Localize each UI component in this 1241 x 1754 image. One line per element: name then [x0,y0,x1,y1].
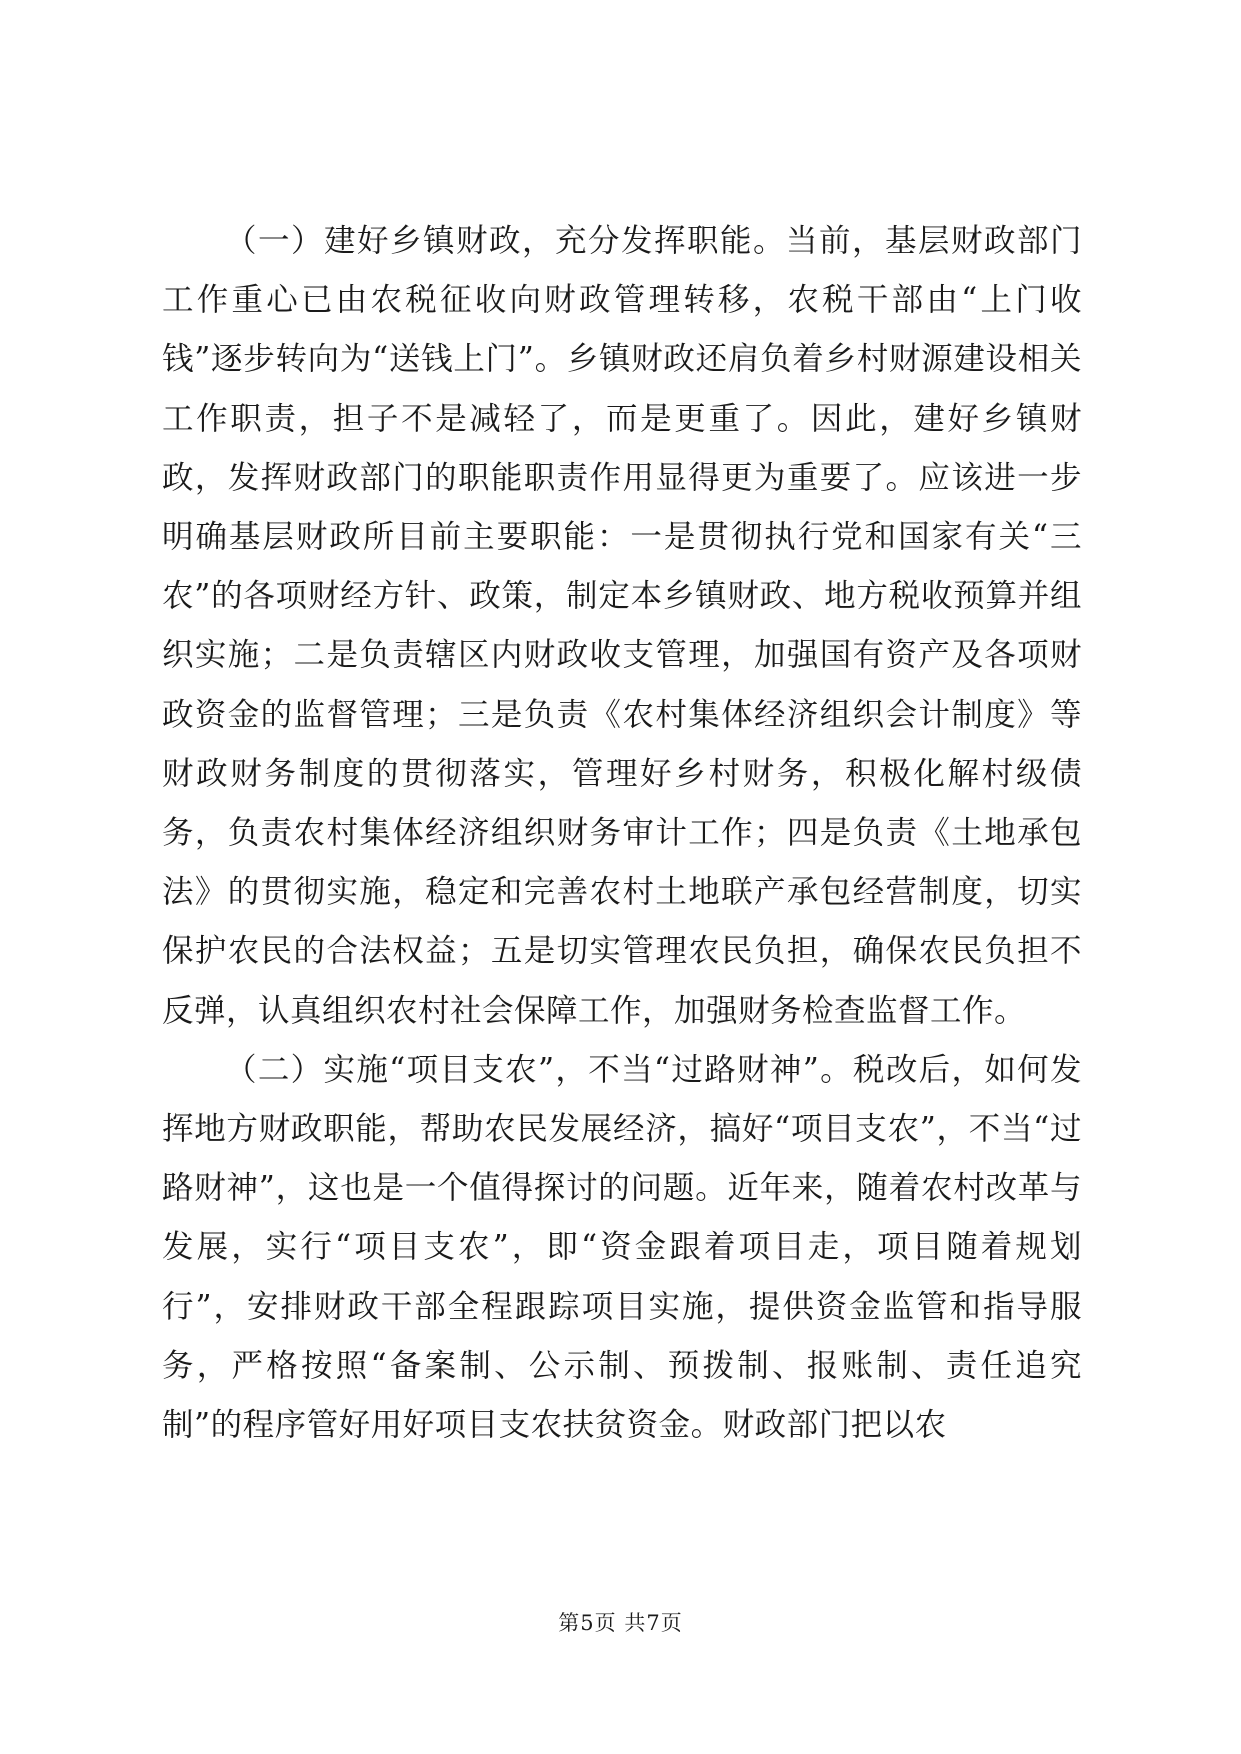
document-body [162,212,1082,1455]
paragraph-2: （二）实施“项目支农”，不当“过路财神”。税改后，如何发挥地方财政职能，帮助农民发展经济，搞好“项目支农”，不当“过路财神”，这也是一个值得探讨的问题。近年来，随着农村改革与发展，实行“项目支农”，即“资金跟着项目走，项目随着规划行”，安排财政干部全程跟踪项目实施，提供资金监管和指导服务，严格按照“备案制、公示制、预拨制、报账制、责任追究制”的程序管好用好项目支农扶贫资金。财政部门把以农 [162,1051,1082,1444]
page-footer: 第5页 共7页 [558,1611,683,1635]
paragraph-1: （一）建好乡镇财政，充分发挥职能。当前，基层财政部门工作重心已由农税征收向财政管理转移，农税干部由“上门收钱”逐步转向为“送钱上门”。乡镇财政还肩负着乡村财源建设相关工作职责，担子不是减轻了，而是更重了。因此，建好乡镇财政，发挥财政部门的职能职责作用显得更为重要了。应该进一步明确基层财政所目前主要职能：一是贯彻执行党和国家有关“三农”的各项财经方针、政策，制定本乡镇财政、地方税收预算并组织实施；二是负责辖区内财政收支管理，加强国有资产及各项财政资金的监督管理；三是负责《农村集体经济组织会计制度》等财政财务制度的贯彻落实，管理好乡村财务，积极化解村级债务，负责农村集体经济组织财务审计工作；四是负责《土地承包法》的贯彻实施，稳定和完善农村土地联产承包经营制度，切实保护农民的合法权益；五是切实管理农民负担，确保农民负担不反弹，认真组织农村社会保障工作，加强财务检查监督工作。 [162,223,1082,1029]
